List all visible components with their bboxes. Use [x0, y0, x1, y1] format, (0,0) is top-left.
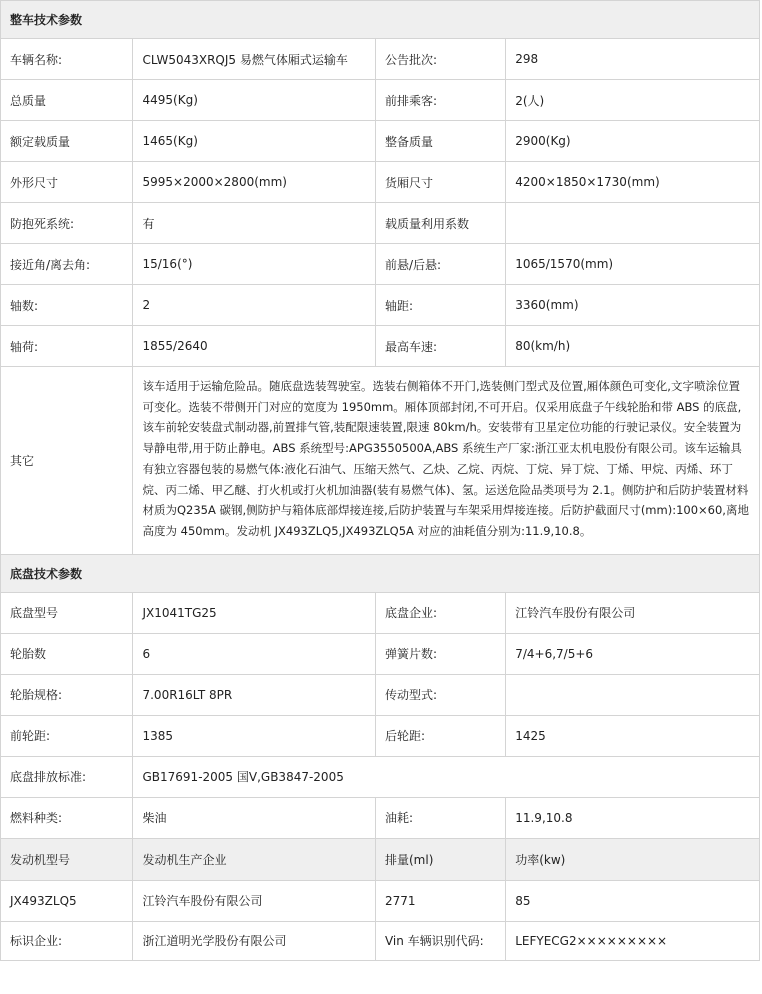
spec-label: 油耗:	[375, 797, 505, 838]
spec-row	[1, 633, 760, 674]
spec-value: GB17691-2005 国Ⅴ,GB3847-2005	[133, 756, 760, 797]
spec-label: Vin 车辆识别代码:	[375, 921, 505, 960]
spec-row	[1, 756, 760, 797]
spec-value: 15/16(°)	[133, 244, 376, 285]
spec-row	[1, 121, 760, 162]
spec-value: 2(人)	[506, 80, 760, 121]
spec-row	[1, 326, 760, 367]
spec-row	[1, 674, 760, 715]
spec-row	[1, 80, 760, 121]
spec-value: 4495(Kg)	[133, 80, 376, 121]
spec-label: 公告批次:	[375, 39, 505, 80]
spec-value: 浙江道明光学股份有限公司	[133, 921, 376, 960]
spec-value: 11.9,10.8	[506, 797, 760, 838]
spec-value: JX1041TG25	[133, 592, 376, 633]
spec-value	[506, 674, 760, 715]
spec-label: 轮胎数	[1, 633, 133, 674]
engine-header-cell: 排量(ml)	[375, 838, 505, 880]
spec-label: 货厢尺寸	[375, 162, 505, 203]
spec-label: 整备质量	[375, 121, 505, 162]
engine-data-cell: 2771	[375, 880, 505, 921]
spec-label: 轮胎规格:	[1, 674, 133, 715]
spec-label: 轴距:	[375, 285, 505, 326]
engine-header-cell: 发动机型号	[1, 838, 133, 880]
engine-header-row	[1, 838, 760, 880]
spec-value: 4200×1850×1730(mm)	[506, 162, 760, 203]
spec-value: 1065/1570(mm)	[506, 244, 760, 285]
other-description: 该车适用于运输危险品。随底盘选装驾驶室。选装右侧箱体不开门,选装侧门型式及位置,厢体颜色可变化,文字喷涂位置可变化。选装不带侧开门对应的宽度为 1950mm。厢体顶部封闭,不可开启。仅采用底盘子午线轮胎和带 ABS 的底盘,该车前轮安装盘式制动器,前置排气管,装配限速装置,限速 80km/h。安装带有卫星定位功能的行驶记录仪。安全装置为导静电带,用于防止静电。ABS 系统型号:APG3550500A,ABS 系统生产厂家:浙江亚太机电股份有限公司。该车运输具有独立容器包装的易燃气体:液化石油气、压缩天然气、乙炔、乙烷、丙烷、丁烷、异丁烷、丁烯、甲烷、丙烯、环丁烷、丙二烯、甲乙醚、打火机或打火机加油器(装有易燃气体)、氢。运送危险品类项号为 2.1。侧防护和后防护装置材料材质为Q235A 碳钢,侧防护与箱体底部焊接连接,后防护装置与车架采用焊接连接。后防护截面尺寸(mm):100×60,离地高度为 450mm。发动机 JX493ZLQ5,JX493ZLQ5A 对应的油耗值分别为:11.9,10.8。	[133, 367, 760, 555]
section-title: 整车技术参数	[1, 1, 760, 39]
spec-label: 传动型式:	[375, 674, 505, 715]
spec-label: 额定载质量	[1, 121, 133, 162]
spec-label: 底盘企业:	[375, 592, 505, 633]
spec-label: 底盘排放标准:	[1, 756, 133, 797]
spec-value: 1425	[506, 715, 760, 756]
section-title: 底盘技术参数	[1, 554, 760, 592]
spec-row	[1, 715, 760, 756]
spec-label: 底盘型号	[1, 592, 133, 633]
spec-value: 江铃汽车股份有限公司	[506, 592, 760, 633]
spec-row	[1, 39, 760, 80]
engine-data-row	[1, 880, 760, 921]
spec-value: 1465(Kg)	[133, 121, 376, 162]
section-header-chassis	[1, 554, 760, 592]
engine-header-cell: 功率(kw)	[506, 838, 760, 880]
spec-label: 其它	[1, 367, 133, 555]
spec-label: 防抱死系统:	[1, 203, 133, 244]
spec-label: 轴数:	[1, 285, 133, 326]
engine-data-cell: 江铃汽车股份有限公司	[133, 880, 376, 921]
spec-value: 298	[506, 39, 760, 80]
spec-row	[1, 921, 760, 960]
other-row	[1, 367, 760, 555]
spec-row	[1, 285, 760, 326]
spec-value: 2	[133, 285, 376, 326]
spec-row	[1, 797, 760, 838]
spec-value: 80(km/h)	[506, 326, 760, 367]
spec-label: 接近角/离去角:	[1, 244, 133, 285]
spec-value: 2900(Kg)	[506, 121, 760, 162]
spec-label: 前悬/后悬:	[375, 244, 505, 285]
spec-value: CLW5043XRQJ5 易燃气体厢式运输车	[133, 39, 376, 80]
spec-label: 标识企业:	[1, 921, 133, 960]
engine-data-cell: 85	[506, 880, 760, 921]
spec-label: 最高车速:	[375, 326, 505, 367]
engine-data-cell: JX493ZLQ5	[1, 880, 133, 921]
spec-label: 弹簧片数:	[375, 633, 505, 674]
spec-value: 5995×2000×2800(mm)	[133, 162, 376, 203]
spec-value: 7.00R16LT 8PR	[133, 674, 376, 715]
engine-header-cell: 发动机生产企业	[133, 838, 376, 880]
spec-label: 总质量	[1, 80, 133, 121]
spec-value: 6	[133, 633, 376, 674]
spec-value: 1855/2640	[133, 326, 376, 367]
spec-value	[506, 203, 760, 244]
spec-label: 载质量利用系数	[375, 203, 505, 244]
spec-value: 有	[133, 203, 376, 244]
spec-value: 1385	[133, 715, 376, 756]
spec-row	[1, 244, 760, 285]
spec-label: 车辆名称:	[1, 39, 133, 80]
spec-value: LEFYECG2×××××××××	[506, 921, 760, 960]
section-header-vehicle	[1, 1, 760, 39]
spec-value: 柴油	[133, 797, 376, 838]
spec-row	[1, 162, 760, 203]
spec-label: 前轮距:	[1, 715, 133, 756]
spec-value: 3360(mm)	[506, 285, 760, 326]
spec-label: 后轮距:	[375, 715, 505, 756]
spec-label: 外形尺寸	[1, 162, 133, 203]
spec-value: 7/4+6,7/5+6	[506, 633, 760, 674]
spec-label: 轴荷:	[1, 326, 133, 367]
spec-row	[1, 592, 760, 633]
spec-label: 前排乘客:	[375, 80, 505, 121]
spec-row	[1, 203, 760, 244]
spec-label: 燃料种类:	[1, 797, 133, 838]
